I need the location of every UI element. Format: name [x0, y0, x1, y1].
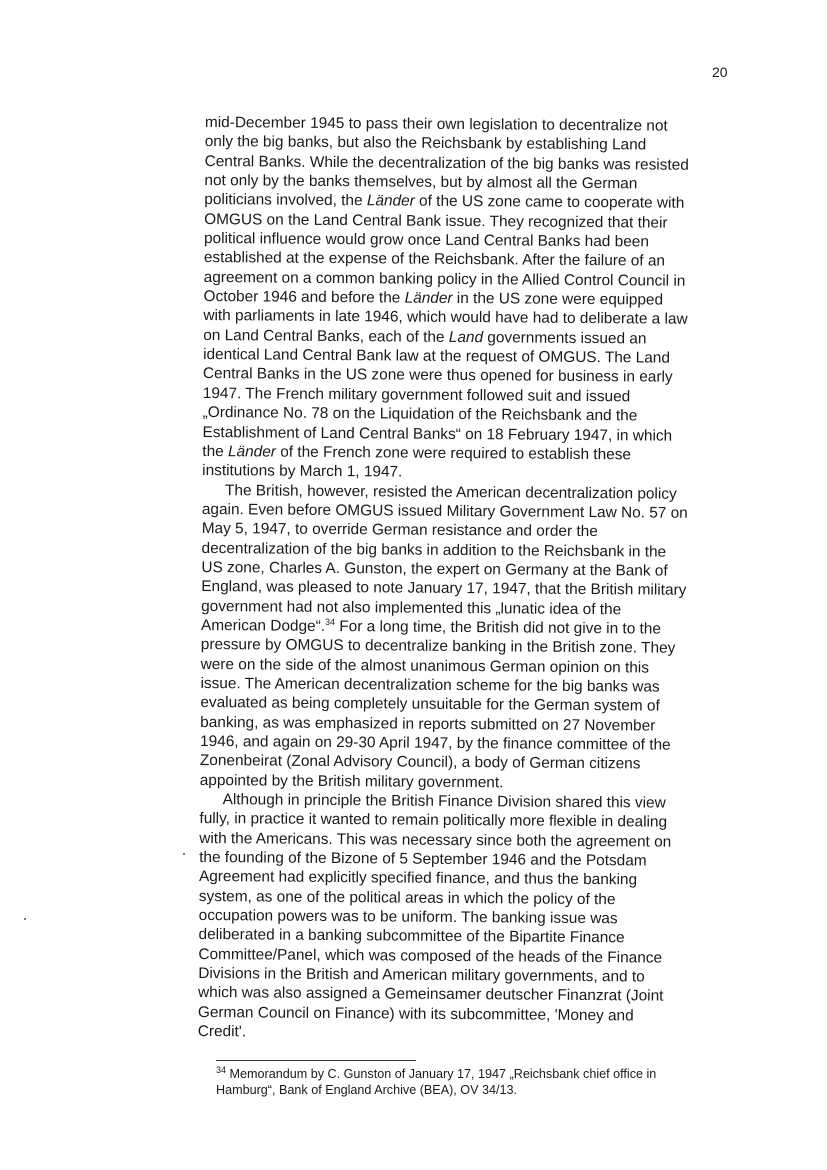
text-line: established at the expense of the Reichsbank. After the failure of an [203, 249, 666, 271]
text-line: fully, in practice it wanted to remain politically more flexible in dealing [199, 810, 668, 832]
footnote-reference: 34 [325, 616, 336, 627]
text-line: 1946, and again on 29-30 April 1947, by the finance committee of the [199, 732, 671, 754]
text-line: German Council on Finance) with its subcommittee, 'Money and [197, 1003, 634, 1025]
text-segment: in the US zone were equipped [452, 290, 664, 309]
paragraph [198, 790, 740, 1046]
text-line: Although in principle the British Finance Division shared this view [222, 791, 666, 812]
text-line: Central Banks. While the decentralization of the big banks was resisted [204, 152, 689, 174]
text-segment: For a long time, the British did not give in to the [334, 617, 662, 638]
body-text [198, 113, 745, 1046]
text-line: system, as one of the political areas in which the policy of the [198, 887, 616, 908]
text-segment: of the French zone were required to establish these [275, 443, 632, 464]
text-line: pressure by OMGUS to decentralize banking in the British zone. They [200, 636, 676, 657]
text-line: US zone, Charles A. Gunston, the expert on Germany at the Bank of [201, 558, 668, 580]
text-line: not only by the banks themselves, but by almost all the German [204, 172, 638, 193]
text-line: Committee/Panel, which was composed of the heads of the Finance [198, 945, 663, 967]
text-line: 1947. The French military government followed suit and issued [202, 384, 631, 406]
text-line: identical Land Central Bank law at the request of OMGUS. The Land [203, 346, 670, 367]
text-line: which was also assigned a Gemeinsamer deutscher Finanzrat (Joint [198, 984, 664, 1006]
text-line: decentralization of the big banks in addition to the Reichsbank in the [201, 539, 667, 561]
text-line: issue. The American decentralization scheme for the big banks was [200, 674, 660, 696]
italic-term: Länder [366, 192, 415, 211]
text-line: the founding of the Bizone of 5 September 1946 and the Potsdam [199, 849, 647, 870]
text-line: with the Americans. This was necessary since both the agreement on [199, 829, 672, 851]
footnote-line-1: Memorandum by C. Gunston of January 17, 1947 „Reichsbank chief office in [226, 1067, 657, 1081]
text-line: deliberated in a banking subcommittee of the Bipartite Finance [198, 926, 625, 947]
text-segment: governments issued an [482, 328, 647, 348]
text-line: OMGUS on the Land Central Bank issue. They recognized that their [204, 210, 668, 232]
text-line: May 5, 1947, to override German resistance and order the [201, 520, 598, 541]
text-line: The British, however, resisted the American decentralization policy [224, 481, 677, 503]
text-line: institutions by March 1, 1947. [202, 462, 403, 481]
text-segment: of the US zone came to cooperate with [414, 193, 685, 213]
text-line: agreement on a common banking policy in the Allied Control Council in [203, 268, 686, 290]
text-segment: October 1946 and before the [203, 288, 405, 307]
text-line: Credit'. [197, 1023, 247, 1041]
text-segment: on Land Central Banks, each of the [203, 326, 449, 346]
text-line: appointed by the British military government. [199, 771, 504, 792]
footnote [216, 1066, 736, 1098]
text-line: again. Even before OMGUS issued Military Government Law No. 57 on [201, 500, 688, 522]
text-line: political influence would grow once Land Central Banks had been [203, 230, 649, 251]
paragraph [200, 481, 742, 795]
footnote-line-2: Hamburg“, Bank of England Archive (BEA), OV 34/13. [216, 1083, 518, 1097]
text-line: „Ordinance No. 78 on the Liquidation of the Reichsbank and the [202, 404, 638, 425]
footnote-separator [216, 1060, 416, 1061]
scan-speck [183, 853, 185, 855]
text-segment: the [202, 442, 229, 461]
text-line: government had not also implemented this „lunatic idea of the [201, 597, 622, 618]
text-line: Divisions in the British and American military governments, and to [198, 965, 645, 986]
footnote-marker: 34 [216, 1064, 227, 1075]
text-line: Zonenbeirat (Zonal Advisory Council), a body of German citizens [199, 752, 641, 773]
paragraph [202, 113, 745, 485]
text-segment: American Dodge“. [200, 616, 326, 635]
text-segment: politicians involved, the [204, 191, 367, 210]
text-line: occupation powers was to be uniform. The banking issue was [198, 907, 618, 928]
text-line: mid-December 1945 to pass their own legislation to decentralize not [204, 113, 668, 135]
text-line: with parliaments in late 1946, which would have had to deliberate a law [203, 307, 688, 329]
italic-term: Land [448, 328, 484, 346]
text-line: were on the side of the almost unanimous German opinion on this [200, 655, 650, 677]
text-line: only the big banks, but also the Reichsbank by establishing Land [204, 133, 647, 154]
page-number: 20 [712, 64, 728, 80]
text-line: evaluated as being completely unsuitable for the German system of [200, 694, 660, 715]
text-line: banking, as was emphasized in reports submitted on 27 November [200, 713, 656, 735]
text-line: England, was pleased to note January 17, 1947, that the British military [201, 578, 687, 600]
italic-term: Länder [227, 443, 277, 461]
text-line: Central Banks in the US zone were thus opened for business in early [202, 365, 673, 387]
text-line: Establishment of Land Central Banks“ on 18 February 1947, in which [202, 423, 673, 445]
scan-speck [24, 918, 26, 920]
italic-term: Länder [404, 289, 453, 308]
text-line: Agreement had explicitly specified finance, and thus the banking [198, 868, 638, 889]
